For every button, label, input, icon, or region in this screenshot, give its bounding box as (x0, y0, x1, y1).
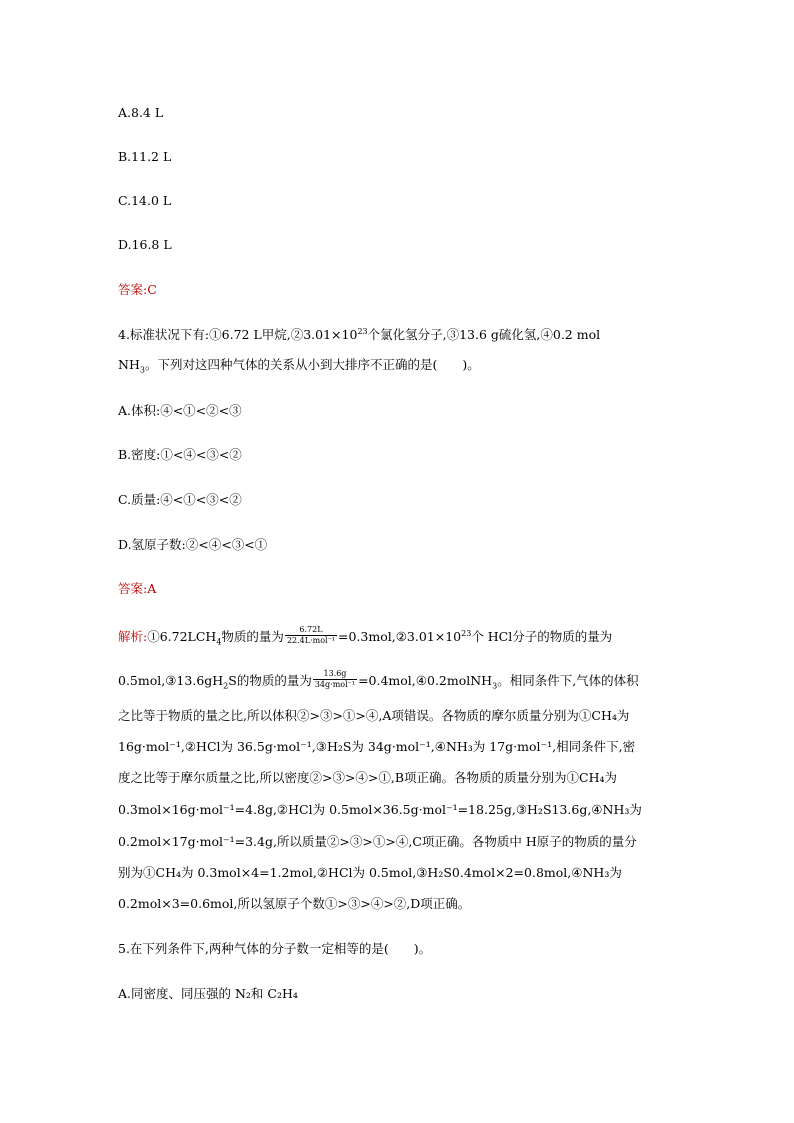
q3-option-c: C.14.0 L (118, 193, 172, 208)
analysis-label: 解析: (118, 629, 148, 644)
q4-analysis-line-1: 解析$:①6.72LCH_4$物质的量为 $\frac{6.72L}{\text{22.4L·mol⁻¹}}$ $=0.3mol,②3.01\times 10^{23}$个 HCl分子的物质的量为 (118, 625, 613, 647)
q4-analysis-line-8: 别为①CH₄为 0.3mol×4=1.2mol,②HCl为 0.5mol,③H₂S0.4mol×2=0.8mol,④NH₃为 (118, 865, 622, 880)
q5-option-a: A.同密度、同压强的 N₂和 C₂H₄ (118, 986, 298, 1001)
q3-option-d: D.16.8 L (118, 237, 172, 252)
fraction-h2s: $\frac{13.6g}{\text{34g·mol⁻¹}}$ (314, 669, 356, 689)
q4-analysis-line-2: $0.5mol,③13.6gH_2S$的物质的量为 $\frac{13.6g}{\text{34g·mol⁻¹}}$ =0.4mol,④0.2molNH$_3$。相同条件下,气体的体积 (118, 669, 639, 691)
q3-option-a: A.8.4 L (118, 105, 164, 120)
q4-option-d: D.氢原子数:②<④<③<① (118, 537, 268, 552)
q4-answer: 答案:A (118, 581, 157, 596)
q5-stem: 5.在下列条件下,两种气体的分子数一定相等的是( )。 (118, 941, 432, 956)
fraction-methane: $\frac{6.72L}{\text{22.4L·mol⁻¹}}$ (286, 625, 335, 645)
q4-option-a: A.体积:④<①<②<③ (118, 403, 242, 418)
q4-analysis-line-6: 0.3mol×16g·mol⁻¹=4.8g,②HCl为 0.5mol×36.5g·mol⁻¹=18.25g,③H₂S13.6g,④NH₃为 (118, 802, 642, 817)
q4-analysis-line-3: 之比等于物质的量之比,所以体积②>③>①>④,A项错误。各物质的摩尔质量分别为①CH₄为 (118, 708, 630, 723)
q4-option-c: C.质量:④<①<③<② (118, 492, 242, 507)
q4-analysis-line-9: 0.2mol×3=0.6mol,所以氢原子个数①>③>④>②,D项正确。 (118, 896, 471, 911)
q4-analysis-line-4: 16g·mol⁻¹,②HCl为 36.5g·mol⁻¹,③H₂S为 34g·mol⁻¹,④NH₃为 17g·mol⁻¹,相同条件下,密 (118, 739, 636, 754)
q3-option-b: B.11.2 L (118, 149, 172, 164)
q4-analysis-line-5: 度之比等于摩尔质量之比,所以密度②>③>④>①,B项正确。各物质的质量分别为①CH₄为 (118, 770, 618, 785)
q3-answer: 答案:C (118, 282, 157, 297)
q4-analysis-line-7: 0.2mol×17g·mol⁻¹=3.4g,所以质量②>③>①>④,C项正确。各物质中 H原子的物质的量分 (118, 834, 637, 849)
q4-option-b: B.密度:①<④<③<② (118, 447, 242, 462)
q4-stem-line-2: $NH_3$。下列对这四种气体的关系从小到大排序不正确的是( )。 (118, 357, 480, 375)
q4-stem-line-1: 4.标准状况下有:①6.72 L甲烷$,②3.01\times 10^{23}$个氯化氢分子,③13.6 g硫化氢,④0.2 mol (118, 326, 601, 342)
